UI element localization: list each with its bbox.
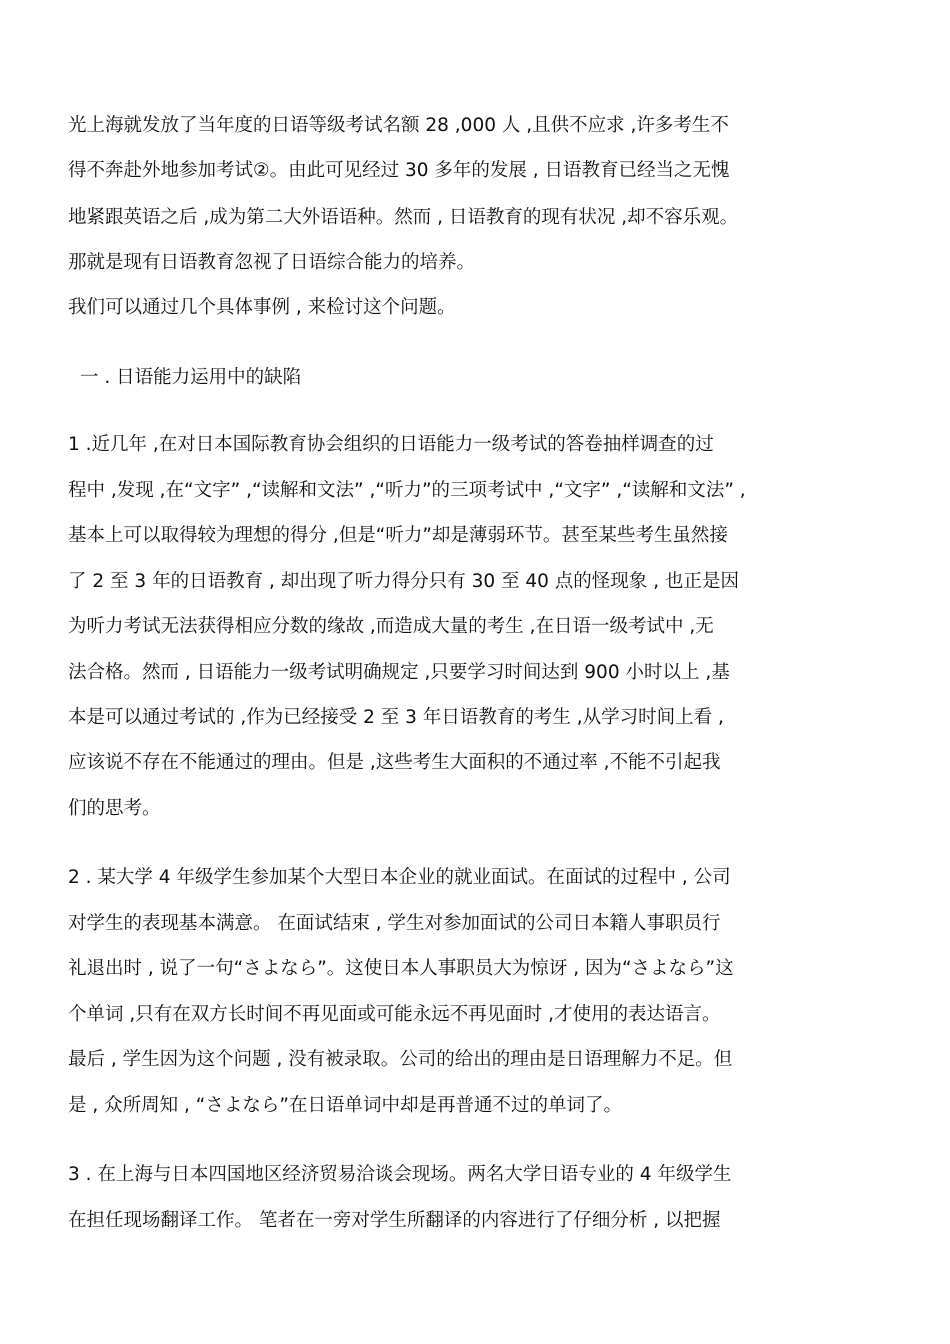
intro-paragraph-line: 光上海就发放了当年度的日语等级考试名额 28 ,000 人 ,且供不应求 ,许多考生不 xyxy=(68,115,729,136)
case1-line: 1 .近几年 ,在对日本国际教育协会组织的日语能力一级考试的答卷抽样调查的过 xyxy=(68,434,714,455)
case2-line: 礼退出时 , 说了一句“さよなら”。这使日本人事职员大为惊讶 , 因为“さよなら”这 xyxy=(68,958,734,979)
case3-line: 在担任现场翻译工作。 笔者在一旁对学生所翻译的内容进行了仔细分析 , 以把握 xyxy=(68,1210,721,1231)
case1-line: 程中 ,发现 ,在“文字” ,“读解和文法” ,“听力”的三项考试中 ,“文字” ,“读解和文法” , xyxy=(68,480,746,501)
case1-line: 法合格。然而 , 日语能力一级考试明确规定 ,只要学习时间达到 900 小时以上 ,基 xyxy=(68,662,730,683)
lead-sentence: 我们可以通过几个具体事例 , 来检讨这个问题。 xyxy=(68,297,456,318)
case2-line: 是 , 众所周知 , “さよなら”在日语单词中却是再普通不过的单词了。 xyxy=(68,1095,622,1116)
case1-line: 们的思考。 xyxy=(68,798,161,819)
intro-paragraph-line: 地紧跟英语之后 ,成为第二大外语语种。然而 , 日语教育的现有状况 ,却不容乐观。 xyxy=(68,207,739,228)
case2-line: 最后 , 学生因为这个问题 , 没有被录取。公司的给出的理由是日语理解力不足。但 xyxy=(68,1049,733,1070)
section-heading: 一 . 日语能力运用中的缺陷 xyxy=(80,367,302,388)
case2-line: 对学生的表现基本满意。 在面试结束 , 学生对参加面试的公司日本籍人事职员行 xyxy=(68,913,721,934)
case3-line: 3 . 在上海与日本四国地区经济贸易洽谈会现场。两名大学日语专业的 4 年级学生 xyxy=(68,1164,732,1185)
case1-line: 了 2 至 3 年的日语教育 , 却出现了听力得分只有 30 至 40 点的怪现象 , 也正是因 xyxy=(68,571,739,592)
intro-paragraph-line: 得不奔赴外地参加考试②。由此可见经过 30 多年的发展 , 日语教育已经当之无愧 xyxy=(68,160,730,181)
intro-paragraph-line: 那就是现有日语教育忽视了日语综合能力的培养。 xyxy=(68,252,476,273)
case2-line: 个单词 ,只有在双方长时间不再见面或可能永远不再见面时 ,才使用的表达语言。 xyxy=(68,1004,721,1025)
case1-line: 为听力考试无法获得相应分数的缘故 ,而造成大量的考生 ,在日语一级考试中 ,无 xyxy=(68,616,714,637)
case1-line: 本是可以通过考试的 ,作为已经接受 2 至 3 年日语教育的考生 ,从学习时间上看 , xyxy=(68,707,724,728)
case1-line: 基本上可以取得较为理想的得分 ,但是“听力”却是薄弱环节。甚至某些考生虽然接 xyxy=(68,525,728,546)
case2-line: 2 . 某大学 4 年级学生参加某个大型日本企业的就业面试。在面试的过程中 , 公司 xyxy=(68,867,731,888)
case1-line: 应该说不存在不能通过的理由。但是 ,这些考生大面积的不通过率 ,不能不引起我 xyxy=(68,752,721,773)
